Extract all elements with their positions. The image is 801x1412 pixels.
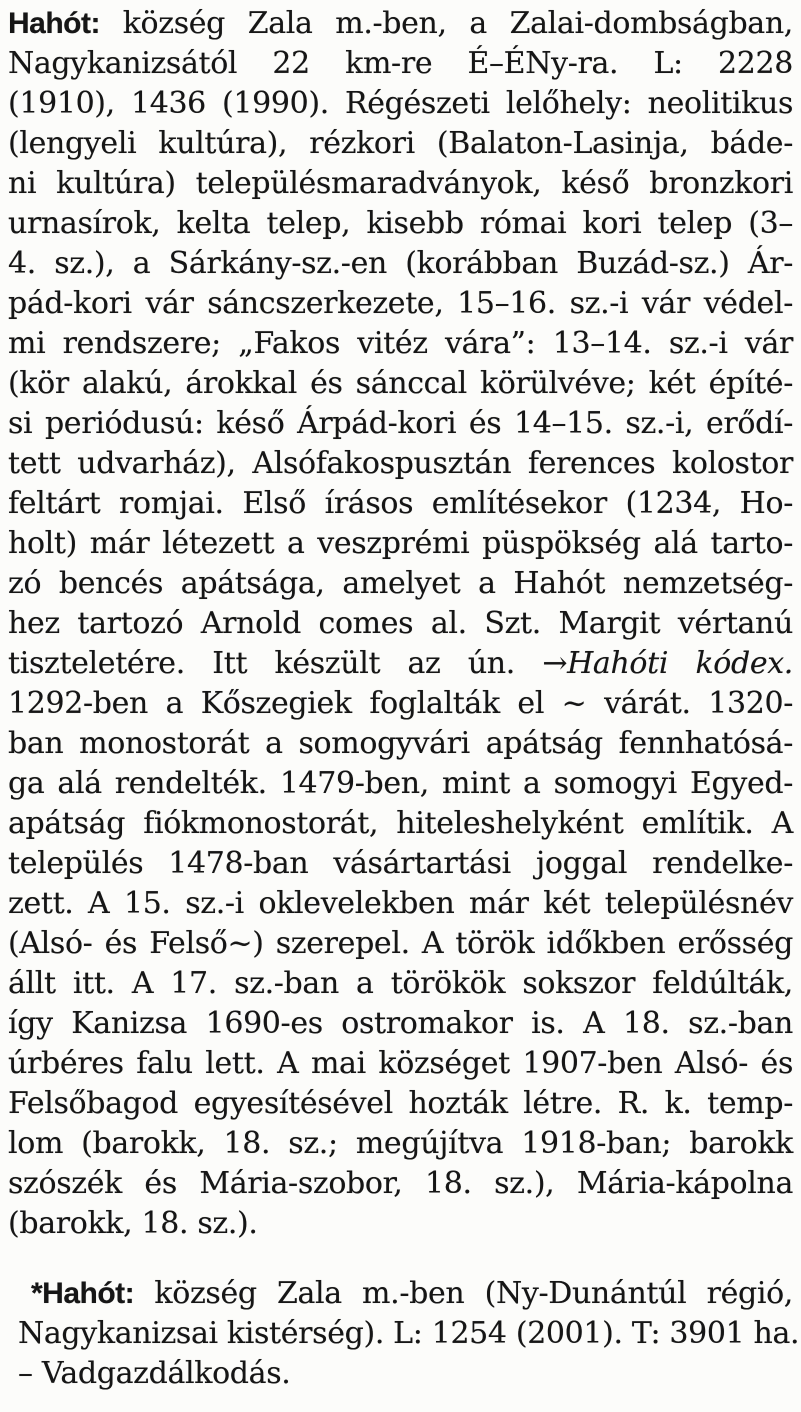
text-segment: ni kultúra) településmaradványok, késő bronzkori: [8, 166, 793, 201]
text-line: [8, 404, 793, 444]
text-segment: (1910), 1436 (1990). Régészeti lelőhely: neolitikus: [8, 86, 793, 121]
text-line: [8, 724, 793, 764]
text-line: [8, 1164, 793, 1204]
text-line: [8, 844, 793, 884]
text-line: [8, 804, 793, 844]
text-segment: zett. A 15. sz.-i oklevelekben már két településnév: [8, 886, 793, 921]
text-segment: Nagykanizsai kistérség). L: 1254 (2001). T: 3901 ha.: [18, 1316, 800, 1351]
text-segment: község Zala m.-ben, a Zalai-dombságban,: [99, 6, 793, 41]
text-line: [8, 884, 793, 924]
text-segment: állt itt. A 17. sz.-ban a törökök sokszor feldúlták,: [8, 966, 793, 1001]
text-segment: lom (barokk, 18. sz.; megújítva 1918-ban; barokk: [8, 1126, 793, 1161]
text-segment: (lengyeli kultúra), rézkori (Balaton-Lasinja, báde-: [8, 126, 793, 161]
text-segment: hez tartozó Arnold comes al. Szt. Margit vértanú: [8, 606, 793, 641]
text-line: [8, 1124, 793, 1164]
text-line: [8, 324, 793, 364]
text-segment: ga alá rendelték. 1479-ben, mint a somogyi Egyed-: [8, 766, 793, 801]
text-segment: zó bencés apátsága, amelyet a Hahót nemzetség-: [8, 566, 793, 601]
text-segment: tett udvarház), Alsófakospusztán ferences kolostor: [8, 446, 793, 481]
text-line: [8, 484, 793, 524]
text-line: [8, 124, 793, 164]
text-line: [8, 964, 793, 1004]
text-line: [8, 564, 793, 604]
text-segment: apátság fiókmonostorát, hiteleshelyként említik. A: [8, 806, 793, 841]
text-segment: – Vadgazdálkodás.: [18, 1356, 291, 1391]
text-line: [8, 924, 793, 964]
text-segment: úrbéres falu lett. A mai községet 1907-ben Alsó- és: [8, 1046, 793, 1081]
text-segment: urnasírok, kelta telep, kisebb római kori telep (3–: [8, 206, 793, 241]
text-segment: így Kanizsa 1690-es ostromakor is. A 18. sz.-ban: [8, 1006, 793, 1041]
text-segment: tiszteletére. Itt készült az ún.: [8, 646, 543, 681]
entry-hahot-secondary: [8, 1274, 800, 1394]
text-segment: 1292-ben a Kőszegiek foglalták el ~ várát. 1320-: [8, 686, 793, 721]
text-segment: feltárt romjai. Első írásos említésekor (1234, Ho-: [8, 486, 793, 521]
text-segment: holt) már létezett a veszprémi püspökség alá tarto-: [8, 526, 793, 561]
text-segment: Felsőbagod egyesítésével hozták létre. R. k. temp-: [8, 1086, 793, 1121]
headword: *Hahót:: [31, 1277, 135, 1310]
text-line: [8, 604, 793, 644]
text-segment: (Alsó- és Felső~) szerepel. A török időkben erősség: [8, 926, 793, 961]
text-line: [8, 364, 793, 404]
text-line: [8, 764, 793, 804]
text-segment: pád-kori vár sáncszerkezete, 15–16. sz.-i vár védel-: [8, 286, 793, 321]
text-line: [8, 1204, 793, 1244]
text-line: [8, 1084, 793, 1124]
text-line: [8, 164, 793, 204]
text-line: [8, 44, 793, 84]
text-segment: ban monostorát a somogyvári apátság fennhatósá-: [8, 726, 793, 761]
text-line: [8, 4, 793, 44]
text-segment: szószék és Mária-szobor, 18. sz.), Mária-kápolna: [8, 1166, 793, 1201]
text-segment: település 1478-ban vásártartási joggal rendelke-: [8, 846, 793, 881]
headword: Hahót:: [8, 7, 100, 40]
text-line: [8, 1044, 793, 1084]
text-line: [8, 684, 793, 724]
text-segment: (kör alakú, árokkal és sánccal körülvéve; két építé-: [8, 366, 793, 401]
text-segment: (barokk, 18. sz.).: [8, 1206, 258, 1241]
text-segment: 4. sz.), a Sárkány-sz.-en (korábban Buzád-sz.) Ár-: [8, 246, 793, 281]
text-segment: si periódusú: késő Árpád-kori és 14–15. sz.-i, erődí-: [8, 406, 793, 441]
cross-reference-hahoti-kodex: →Hahóti kódex.: [542, 646, 793, 681]
text-line: [8, 284, 793, 324]
text-line: [8, 644, 793, 684]
text-line: [18, 1274, 793, 1314]
text-line: [8, 1004, 793, 1044]
text-line: [8, 244, 793, 284]
entry-hahot-main: [8, 4, 793, 1244]
text-line: [8, 444, 793, 484]
text-segment: Nagykanizsától 22 km-re É–ÉNy-ra. L: 2228: [8, 46, 793, 81]
text-line: [8, 524, 793, 564]
text-segment: község Zala m.-ben (Ny-Dunántúl régió,: [134, 1276, 793, 1311]
text-segment: mi rendszere; „Fakos vitéz vára”: 13–14. sz.-i vár: [8, 326, 793, 361]
text-line: [8, 84, 793, 124]
text-line: [8, 204, 793, 244]
text-line: [18, 1314, 800, 1354]
text-line: [18, 1354, 793, 1394]
